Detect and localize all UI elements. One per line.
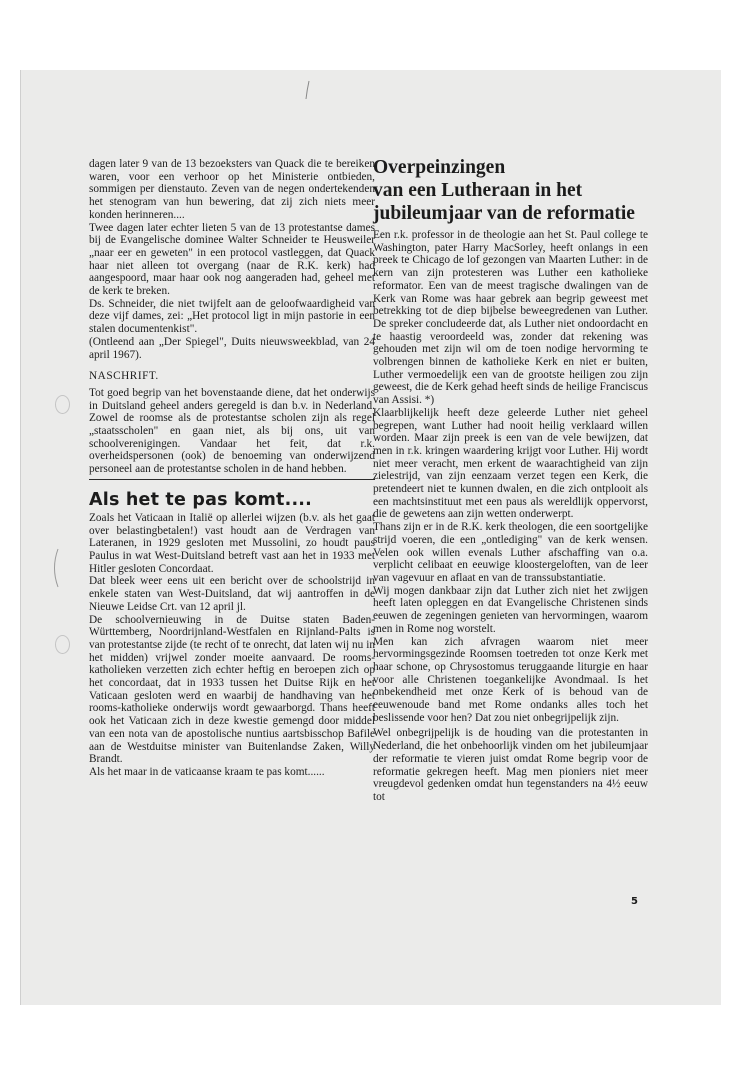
page-number: 5 — [631, 896, 638, 907]
article-paragraph: Klaarblijkelijk heeft deze geleerde Luther niet geheel begrepen, want Luther had nooit heilig verklaard willen worden. Maar zijn preek is een van de vele bewijzen, dat men in r.k. kringen waardering krijgt voor Luther. Hij wordt niet meer veracht, men erkent de waarachtigheid van zijn zielestrijd, van zijn eenzaam verzet tegen een Kerk, die pretendeert niet te kunnen dwalen, en die zich ontplooit als een machtsinstituut met een paus als wereldlijk oppervorst, die de gewetens aan zijn wetten onderwerpt. — [373, 406, 648, 521]
article-citation: (Ontleend aan „Der Spiegel", Duits nieuwsweekblad, van 24 april 1967). — [89, 335, 375, 361]
title-line: jubileumjaar van de reformatie — [373, 203, 635, 224]
article-paragraph: Wel onbegrijpelijk is de houding van die protestanten in Nederland, die het onbehoorlijk vinden om het jubileumjaar der reformatie te vieren juist omdat Rome begrip voor de reformatie gekregen heeft. Mag men pioniers niet meer vreugdevol gedenken omdat hun tegenstanders na 4½ eeuw tot — [373, 727, 648, 803]
article-title — [373, 156, 648, 225]
section-paragraph: Dat bleek weer eens uit een bericht over de schoolstrijd in enkele staten van West-Duitsland, dat wij aantroffen in de Nieuwe Leidse Crt. van 12 april jl. — [89, 575, 375, 613]
pencil-mark — [304, 80, 312, 100]
left-column — [89, 158, 375, 779]
naschrift-label: NASCHRIFT. — [89, 370, 159, 383]
article-paragraph: dagen later 9 van de 13 bezoeksters van Quack die te bereiken waren, voor een verhoor op het Ministerie ontbieden, sommigen per dienstauto. Zeven van de negen ondertekenden het stenogram van hun bewering, dat zij zich niets meer konden herinneren.... — [89, 158, 375, 221]
article-paragraph: Thans zijn er in de R.K. kerk theologen, die een soortgelijke strijd voeren, die een „ontlediging" van de kerk wensen. Velen ook willen evenals Luther afschaffing van o.a. verplicht celibaat en eeuwige kloostergeloften, van de leer van vagevuur en aflaat en van de transsubstantiatie. — [373, 521, 648, 584]
article-paragraph: Een r.k. professor in de theologie aan het St. Paul college te Washington, pater Harry MacSorley, heeft onlangs in een preek te Chicago de lof gezongen van Maarten Luther: in de kern van zijn protesteren was Luther een katholieke reformator. Een van de meest tragische dwalingen van de Kerk van Rome was haar gebrek aan begrip geweest met betrekking tot de diep bijbelse beweegredenen van Luther. De spreker concludeerde dat, als Luther niet ondoordacht en te haastig veroordeeld was, zonder dat rekening was gehouden met zijn wil om de toen nodige hervorming te volbrengen binnen de katholieke Kerk en niet er buiten, Luther vermoedelijk een van de grootste heiligen zou zijn geweest, die de Kerk gehad heeft sinds de heilige Franciscus van Assisi. *) — [373, 229, 648, 407]
binding-hole — [55, 395, 70, 414]
binding-hole — [55, 635, 70, 654]
article-paragraph: Men kan zich afvragen waarom niet meer hervormingsgezinde Roomsen toetreden tot onze Kerk met haar schone, op Chrysostomus teruggaande liturgie en haar voor alle Christenen toegankelijke Avondmaal. Is het onbekendheid met onze Kerk of is behoud van de eeuwenoude band met Rome ondanks alles toch het beslissende voor hen? Dat zou niet onbegrijpelijk zijn. — [373, 635, 648, 724]
margin-bracket — [49, 548, 61, 588]
section-paragraph: Zoals het Vaticaan in Italië op allerlei wijzen (b.v. als het gaat over belastingbetalen!) vast houdt aan de Verdragen van Lateranen, in 1929 gesloten met Mussolini, zo houdt paus Paulus in wat West-Duitsland betreft vast aan het in 1933 met Hitler gesloten Concordaat. — [89, 511, 375, 575]
article-paragraph: Ds. Schneider, die niet twijfelt aan de geloofwaardigheid van deze vijf dames, zei: „Het protocol ligt in mijn pastorie in een stalen documentenkist". — [89, 297, 375, 336]
article-paragraph: Wij mogen dankbaar zijn dat Luther zich niet het zwijgen heeft laten opleggen en dat Evangelische Christenen sinds eeuwen de zegeningen genieten van hervormingen, waarom men in Rome nog worstelt. — [373, 584, 648, 635]
title-line: Overpeinzingen — [373, 157, 506, 178]
section-paragraph: Als het maar in de vaticaanse kraam te pas komt...... — [89, 765, 325, 778]
article-paragraph: Twee dagen later echter lieten 5 van de 13 protestantse dames bij de Evangelische dominee Walter Schneider te Heusweiler „naar eer en geweten" in een protocol vastleggen, dat Quack haar niet alleen tot overgang (naar de R.K. kerk) had aangespoord, maar haar ook nog aangeraden had, geheel met de kerk te breken. — [89, 221, 375, 298]
section-heading: Als het te pas komt.... — [89, 489, 312, 510]
right-column — [373, 156, 648, 804]
naschrift-text: Tot goed begrip van het bovenstaande diene, dat het onderwijs in Duitsland geheel anders geregeld is dan b.v. in Nederland. Zowel de roomse als de protestantse scholen zijn als regel „staatsscholen" en gaan niet, als bij ons, uit van schoolverenigingen. Vandaar het feit, dat r.k. overheidspersonen (ook) de benoeming van onderwijzend personeel aan de protestantse scholen in de hand hebben. — [89, 386, 375, 476]
title-line: van een Lutheraan in het — [373, 180, 583, 201]
section-paragraph: De schoolvernieuwing in de Duitse staten Baden-Württemberg, Noordrijnland-Westfalen en Rijnland-Palts is van protestantse zijde (te recht of te onrecht, dat laten wij nu in het midden) vrijwel zonder moeite aanvaard. De rooms-katholieken verzetten zich echter heftig en beroepen zich op het concordaat, dat in 1933 tussen het Duitse Rijk en het Vaticaan gesloten werd en waarbij de handhaving van het rooms-katholieke onderwijs wordt gewaarborgd. Thans heeft ook het Vaticaan zich in deze kwestie gemengd door middel van een nota van de apostolische nuntius aartsbisschop Bafile aan de Westduitse minister van Buitenlandse Zaken, Willy Brandt. — [89, 613, 375, 766]
magazine-page — [20, 70, 721, 1005]
section-divider — [89, 479, 375, 480]
